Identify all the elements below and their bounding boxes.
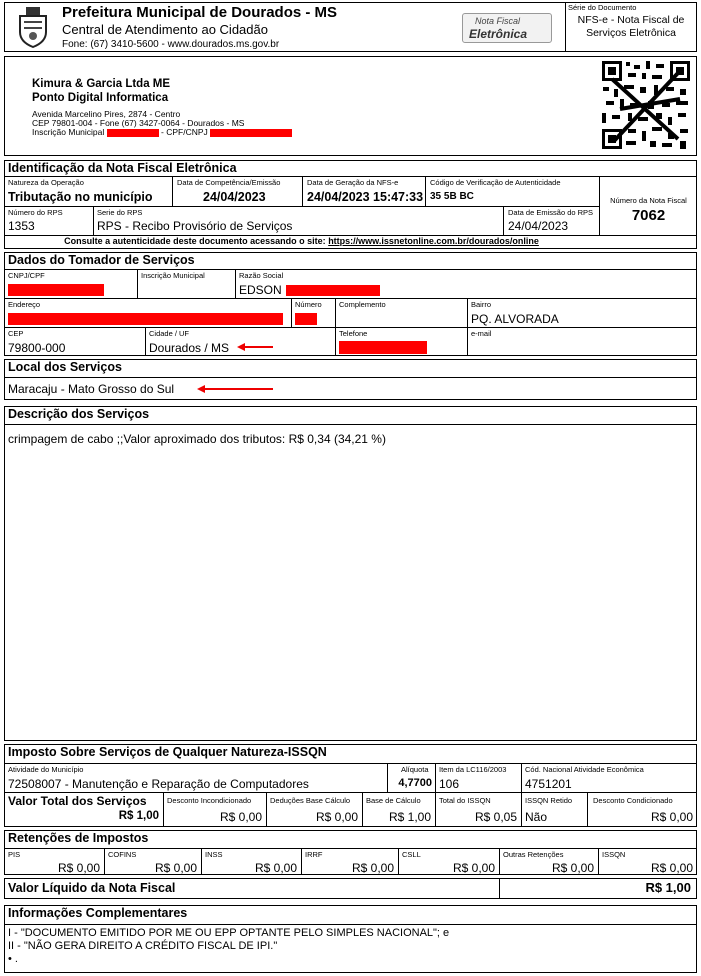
natureza-label: Natureza da Operação xyxy=(8,178,84,187)
tomador-cidade-label: Cidade / UF xyxy=(149,329,190,338)
info-line1: I - "DOCUMENTO EMITIDO POR ME OU EPP OPTANTE PELO SIMPLES NACIONAL"; e xyxy=(8,927,450,939)
rps-serie-value: RPS - Recibo Provisório de Serviços xyxy=(97,219,293,233)
outras-label: Outras Retenções xyxy=(503,850,564,859)
issqn-ret-label: ISSQN xyxy=(602,850,626,859)
consulta-link[interactable]: https://www.issnetonline.com.br/dourados/online xyxy=(328,236,539,246)
contact-line: Fone: (67) 3410-5600 - www.dourados.ms.gov.br xyxy=(62,39,280,50)
tomador-cep-value: 79800-000 xyxy=(8,341,66,355)
red-arrow xyxy=(205,388,273,390)
identificacao-title: Identificação da Nota Fiscal Eletrônica xyxy=(8,161,237,175)
deducoes-value: R$ 0,00 xyxy=(315,810,358,824)
redaction xyxy=(210,129,292,137)
tomador-endereco-label: Endereço xyxy=(8,300,41,309)
redaction xyxy=(107,129,159,137)
tomador-bairro-label: Bairro xyxy=(471,300,492,309)
desc-incond-value: R$ 0,00 xyxy=(219,810,262,824)
deducoes-label: Deduções Base Cálculo xyxy=(270,796,351,805)
tomador-title: Dados do Tomador de Serviços xyxy=(8,253,195,267)
retido-label: ISSQN Retido xyxy=(525,796,573,805)
cnae-label: Cód. Nacional Atividade Econômica xyxy=(525,765,644,774)
aliquota-label: Alíquota xyxy=(401,765,429,774)
issuer-trade-name: Ponto Digital Informatica xyxy=(32,92,169,104)
natureza-value: Tributação no município xyxy=(8,190,153,204)
issqn-title: Imposto Sobre Serviços de Qualquer Natureza-ISSQN xyxy=(8,745,327,759)
tomador-cnpj-label: CNPJ/CPF xyxy=(8,271,45,280)
descricao-box xyxy=(4,406,697,741)
pis-value: R$ 0,00 xyxy=(57,861,100,875)
issuer-name: Kimura & Garcia Ltda ME xyxy=(32,78,171,90)
redaction xyxy=(286,285,380,296)
cnae-value: 4751201 xyxy=(525,777,572,791)
inscricao-label: Inscrição Municipal xyxy=(32,127,105,137)
tomador-bairro-value: PQ. ALVORADA xyxy=(471,312,559,326)
atividade-value: 72508007 - Manutenção e Reparação de Computadores xyxy=(8,777,309,791)
numero-nota-label: Número da Nota Fiscal xyxy=(610,196,687,205)
irrf-label: IRRF xyxy=(305,850,323,859)
central-atendimento: Central de Atendimento ao Cidadão xyxy=(62,22,268,37)
total-issqn-label: Total do ISSQN xyxy=(439,796,491,805)
rps-numero-value: 1353 xyxy=(8,219,35,233)
logo-line2: Eletrônica xyxy=(469,27,528,41)
descricao-text: crimpagem de cabo ;;Valor aproximado dos tributos: R$ 0,34 (34,21 %) xyxy=(8,432,386,446)
csll-value: R$ 0,00 xyxy=(452,861,495,875)
tomador-razao-value: EDSON xyxy=(239,283,282,297)
base-value: R$ 1,00 xyxy=(388,810,431,824)
redaction xyxy=(8,284,104,296)
tomador-cidade-value: Dourados / MS xyxy=(149,341,230,355)
local-value: Maracaju - Mato Grosso do Sul xyxy=(8,382,175,396)
issuer-address: Avenida Marcelino Pires, 2874 - Centro xyxy=(32,109,181,119)
red-arrow xyxy=(245,346,273,348)
issqn-ret-value: R$ 0,00 xyxy=(650,861,693,875)
rps-data-value: 24/04/2023 xyxy=(508,219,569,233)
rps-data-label: Data de Emissão do RPS xyxy=(508,208,594,217)
issuer-inscricao-line xyxy=(32,127,292,137)
consulta-line xyxy=(4,236,599,246)
consulta-text: Consulte a autenticidade deste documento acessando o site: xyxy=(64,236,326,246)
prefeitura-title: Prefeitura Municipal de Dourados - MS xyxy=(62,4,338,21)
desc-incond-label: Desconto Incondicionado xyxy=(167,796,252,805)
numero-nota-value: 7062 xyxy=(631,207,666,224)
tomador-razao-label: Razão Social xyxy=(239,271,284,280)
redaction xyxy=(339,341,427,354)
atividade-label: Atividade do Município xyxy=(8,765,84,774)
item-label: Item da LC116/2003 xyxy=(439,765,507,774)
liquido-value: R$ 1,00 xyxy=(645,880,691,895)
competencia-label: Data de Competência/Emissão xyxy=(177,178,281,187)
total-issqn-value: R$ 0,05 xyxy=(474,810,517,824)
local-title: Local dos Serviços xyxy=(8,360,122,374)
base-label: Base de Cálculo xyxy=(366,796,421,805)
tomador-cep-label: CEP xyxy=(8,329,24,338)
serie-label: Série do Documento xyxy=(568,3,637,12)
tomador-numero-label: Número xyxy=(295,300,322,309)
retido-value: Não xyxy=(525,810,548,824)
item-value: 106 xyxy=(439,777,460,791)
inss-value: R$ 0,00 xyxy=(254,861,297,875)
info-line2: II - "NÃO GERA DIREITO A CRÉDITO FISCAL DE IPI." xyxy=(8,940,278,952)
descricao-title: Descrição dos Serviços xyxy=(8,407,150,421)
retencoes-title: Retenções de Impostos xyxy=(8,831,149,845)
rps-numero-label: Número do RPS xyxy=(8,208,63,217)
desc-cond-value: R$ 0,00 xyxy=(650,810,693,824)
tomador-inscricao-label: Inscrição Municipal xyxy=(141,271,205,280)
cofins-value: R$ 0,00 xyxy=(154,861,197,875)
serie-line1: NFS-e - Nota Fiscal de xyxy=(577,14,685,26)
logo-line1: Nota Fiscal xyxy=(475,16,521,26)
cofins-label: COFINS xyxy=(108,850,137,859)
issuer-box xyxy=(4,56,697,156)
irrf-value: R$ 0,00 xyxy=(351,861,394,875)
city-coat-of-arms xyxy=(16,6,50,48)
geracao-value: 24/04/2023 15:47:33 xyxy=(307,190,424,204)
liquido-label: Valor Líquido da Nota Fiscal xyxy=(8,881,176,895)
cpf-label: - CPF/CNPJ xyxy=(161,127,208,137)
outras-value: R$ 0,00 xyxy=(551,861,594,875)
redaction xyxy=(8,313,283,325)
info-title: Informações Complementares xyxy=(8,906,188,920)
codigo-value: 35 5B BC xyxy=(430,191,474,202)
pis-label: PIS xyxy=(8,850,21,859)
tomador-complemento-label: Complemento xyxy=(339,300,386,309)
aliquota-value: 4,7700 xyxy=(398,777,432,789)
desc-cond-label: Desconto Condicionado xyxy=(593,796,673,805)
tomador-telefone-label: Telefone xyxy=(339,329,368,338)
redaction xyxy=(295,313,317,325)
competencia-value: 24/04/2023 xyxy=(203,190,266,204)
tomador-email-label: e-mail xyxy=(471,329,492,338)
qr-code xyxy=(600,59,692,151)
info-line3: • . xyxy=(8,953,18,965)
valor-total-label: Valor Total dos Serviços xyxy=(8,794,147,808)
codigo-label: Código de Verificação de Autenticidade xyxy=(430,178,561,187)
inss-label: INSS xyxy=(205,850,223,859)
csll-label: CSLL xyxy=(402,850,421,859)
rps-serie-label: Serie do RPS xyxy=(97,208,143,217)
nota-fiscal-eletronica-logo xyxy=(462,13,552,43)
issuer-cep-phone: CEP 79801-004 - Fone (67) 3427-0064 - Dourados - MS xyxy=(32,118,245,128)
geracao-label: Data de Geração da NFS-e xyxy=(307,178,399,187)
serie-line2: Serviços Eletrônica xyxy=(586,27,676,39)
valor-total-value: R$ 1,00 xyxy=(118,810,159,822)
